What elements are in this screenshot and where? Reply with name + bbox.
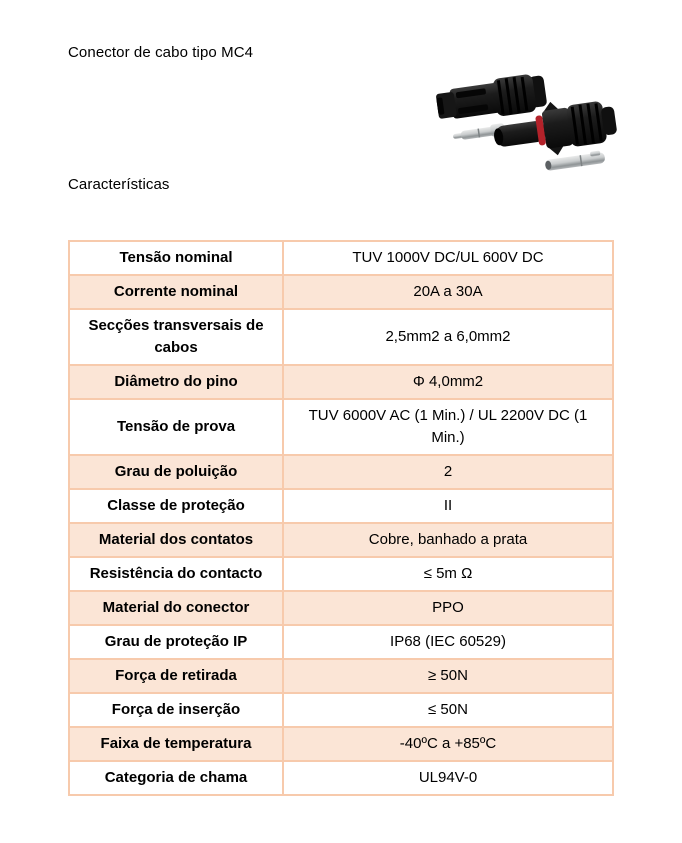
spec-value: ≤ 5m Ω — [283, 557, 613, 591]
spec-label: Tensão de prova — [69, 399, 283, 455]
table-row — [69, 365, 613, 399]
table-row — [69, 557, 613, 591]
female-connector-illustration — [435, 72, 548, 125]
table-row — [69, 275, 613, 309]
spec-label: Material dos contatos — [69, 523, 283, 557]
spec-value: IP68 (IEC 60529) — [283, 625, 613, 659]
table-row — [69, 761, 613, 795]
table-row — [69, 591, 613, 625]
spec-label: Diâmetro do pino — [69, 365, 283, 399]
spec-value: TUV 1000V DC/UL 600V DC — [283, 241, 613, 275]
spec-label: Grau de proteção IP — [69, 625, 283, 659]
section-heading-caracteristicas: Características — [68, 176, 170, 193]
table-row — [69, 309, 613, 365]
spec-label: Corrente nominal — [69, 275, 283, 309]
spec-label: Tensão nominal — [69, 241, 283, 275]
table-row — [69, 727, 613, 761]
table-row — [69, 523, 613, 557]
table-row — [69, 455, 613, 489]
spec-value: ≥ 50N — [283, 659, 613, 693]
spec-table — [68, 240, 614, 796]
table-row — [69, 489, 613, 523]
spec-value: Φ 4,0mm2 — [283, 365, 613, 399]
spec-label: Força de retirada — [69, 659, 283, 693]
spec-label: Classe de proteção — [69, 489, 283, 523]
spec-value: UL94V-0 — [283, 761, 613, 795]
spec-value: Cobre, banhado a prata — [283, 523, 613, 557]
spec-label: Material do conector — [69, 591, 283, 625]
spec-value: 2 — [283, 455, 613, 489]
mc4-connectors-photo — [423, 58, 621, 178]
table-row — [69, 693, 613, 727]
spec-label: Secções transversais de cabos — [69, 309, 283, 365]
spec-value: PPO — [283, 591, 613, 625]
spec-label: Faixa de temperatura — [69, 727, 283, 761]
page-title: Conector de cabo tipo MC4 — [68, 44, 254, 61]
table-row — [69, 625, 613, 659]
spec-value: 2,5mm2 a 6,0mm2 — [283, 309, 613, 365]
spec-label: Força de inserção — [69, 693, 283, 727]
spec-value: II — [283, 489, 613, 523]
table-row — [69, 241, 613, 275]
mc4-connectors-illustration — [423, 58, 621, 178]
spec-label: Categoria de chama — [69, 761, 283, 795]
spec-value: -40ºC a +85ºC — [283, 727, 613, 761]
table-row — [69, 399, 613, 455]
spec-label: Grau de poluição — [69, 455, 283, 489]
spec-table-body — [69, 241, 613, 795]
spec-value: TUV 6000V AC (1 Min.) / UL 2200V DC (1 Min.) — [283, 399, 613, 455]
spec-label: Resistência do contacto — [69, 557, 283, 591]
female-crimp-pin-illustration — [544, 150, 605, 171]
spec-value: 20A a 30A — [283, 275, 613, 309]
table-row — [69, 659, 613, 693]
spec-value: ≤ 50N — [283, 693, 613, 727]
